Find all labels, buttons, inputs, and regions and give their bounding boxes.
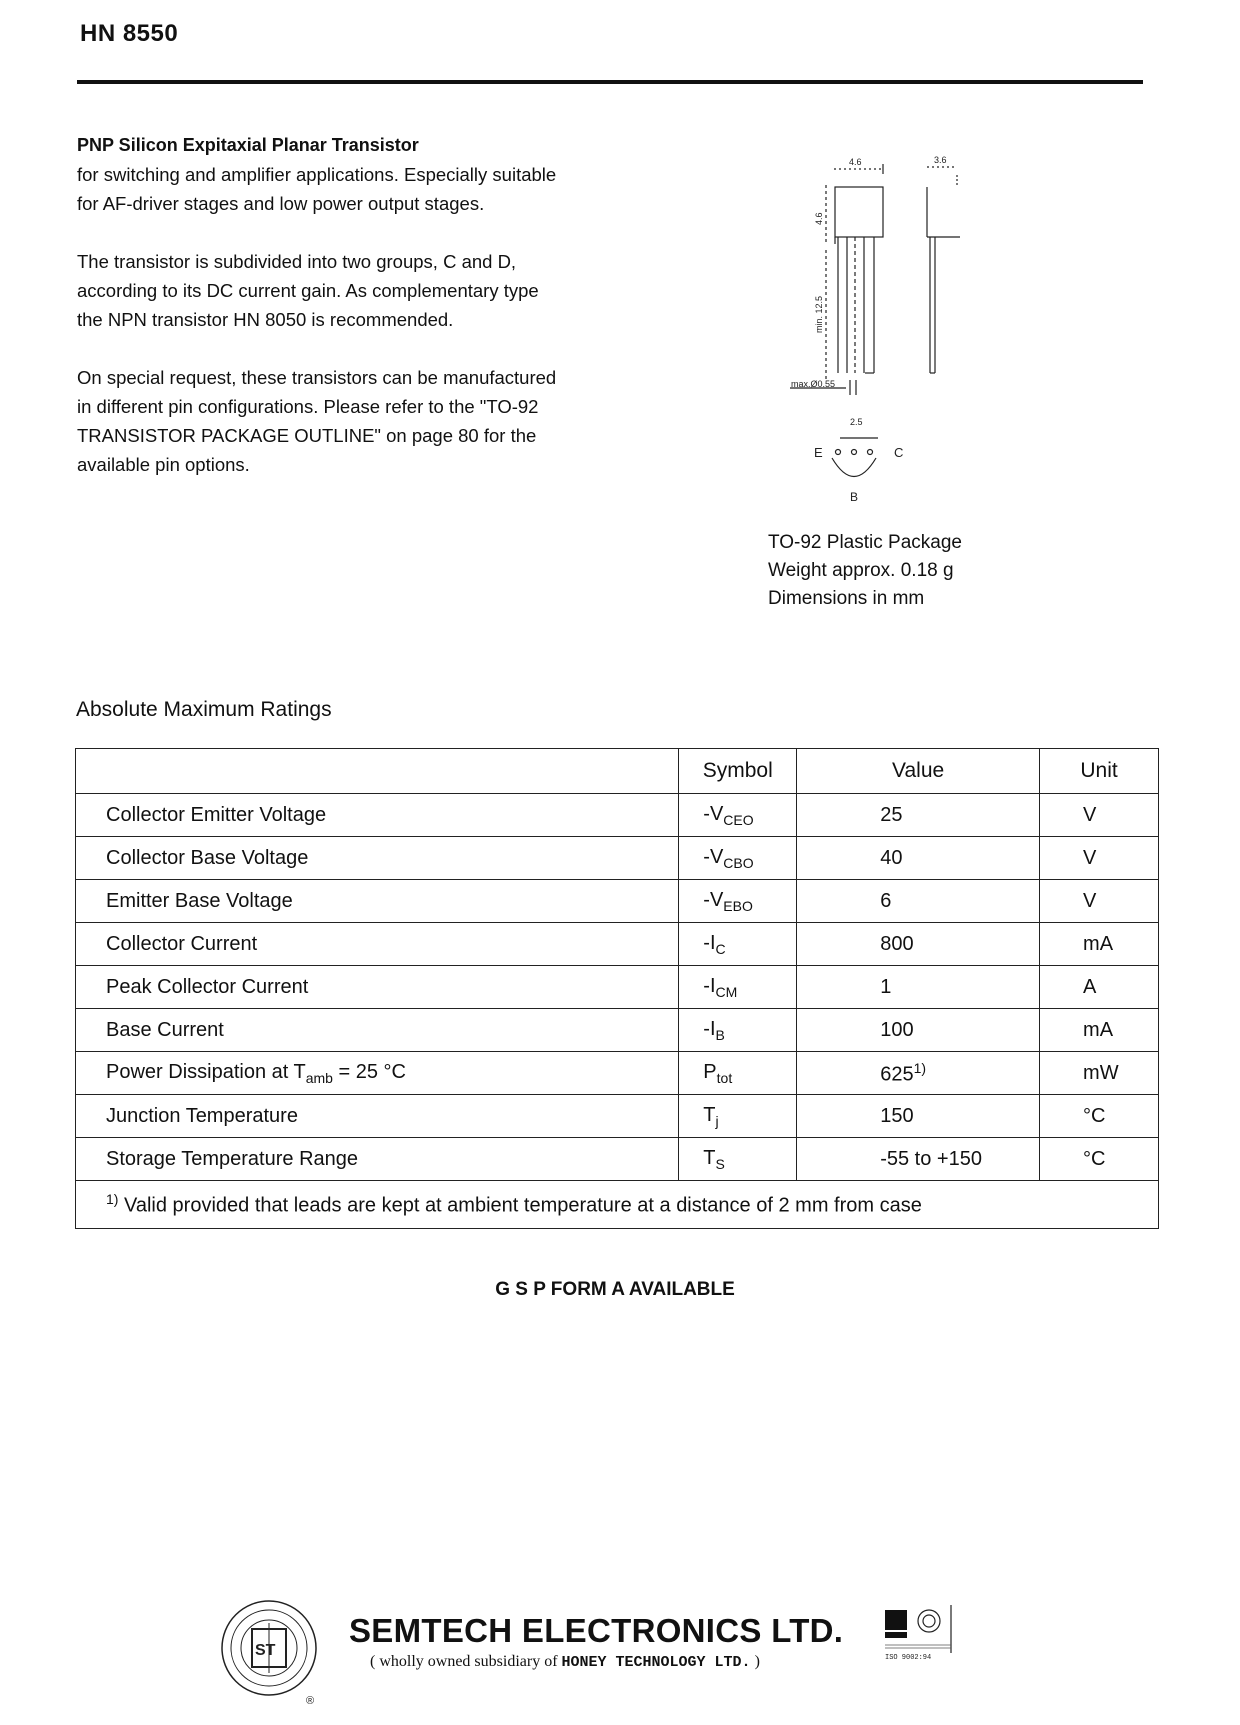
cell-symbol: $-V_{CEO}$ — [679, 794, 797, 837]
header-parameter — [76, 749, 679, 794]
description-line: the NPN transistor HN 8050 is recommended. — [77, 309, 454, 330]
table-row — [76, 1095, 1159, 1138]
cell-parameter: Collector Current — [76, 923, 679, 966]
pin-label-e: E — [814, 445, 823, 460]
dim-width-top: 4.6 — [849, 157, 862, 167]
cell-unit: V — [1040, 837, 1159, 880]
table-row — [76, 1052, 1159, 1095]
footnote: $^{1)}$ Valid provided that leads are kept at ambient temperature at a distance of 2 mm from case — [76, 1181, 1159, 1229]
description — [77, 130, 617, 508]
description-line: available pin options. — [77, 454, 250, 475]
cell-symbol: $P_{tot}$ — [679, 1052, 797, 1095]
cell-symbol: $-I_C$ — [679, 923, 797, 966]
subsidiary-line: ( wholly owned subsidiary of HONEY TECHNOLOGY LTD. ) — [370, 1653, 760, 1671]
description-lead: PNP Silicon Expitaxial Planar Transistor — [77, 135, 419, 155]
cell-value: 150 — [797, 1095, 1040, 1138]
table-row — [76, 880, 1159, 923]
iso-mark: ISO 9002:94 — [885, 1654, 932, 1662]
dim-lead-diameter: max.Ø0.55 — [791, 379, 836, 389]
description-line: The transistor is subdivided into two groups, C and D, — [77, 251, 517, 272]
description-line: for switching and amplifier applications. Especially suitable — [77, 164, 557, 185]
cell-parameter: Collector Base Voltage — [76, 837, 679, 880]
cell-value: 800 — [797, 923, 1040, 966]
cell-symbol: $-V_{EBO}$ — [679, 880, 797, 923]
company-name: SEMTECH ELECTRONICS LTD. — [349, 1612, 844, 1649]
cell-value: -55 to +150 — [797, 1138, 1040, 1181]
cell-parameter: Peak Collector Current — [76, 966, 679, 1009]
table-row — [76, 923, 1159, 966]
description-line: according to its DC current gain. As complementary type — [77, 280, 539, 301]
description-line: TRANSISTOR PACKAGE OUTLINE" on page 80 for the — [77, 425, 537, 446]
cell-symbol: $T_S$ — [679, 1138, 797, 1181]
header-unit: Unit — [1040, 749, 1159, 794]
ratings-table — [75, 748, 1159, 1229]
cell-value: 625$^{1)}$ — [797, 1052, 1040, 1095]
cell-value: 1 — [797, 966, 1040, 1009]
cell-value: 6 — [797, 880, 1040, 923]
package-outline-drawing — [770, 155, 980, 515]
header-value: Value — [797, 749, 1040, 794]
description-groups — [77, 247, 617, 334]
certification-logos — [883, 1605, 963, 1675]
dim-height: 4.6 — [814, 212, 824, 225]
pin-label-c: C — [894, 445, 904, 460]
dim-lead-length: min. 12.5 — [814, 295, 824, 333]
cell-parameter: Collector Emitter Voltage — [76, 794, 679, 837]
description-line: in different pin configurations. Please refer to the "TO-92 — [77, 396, 539, 417]
table-row — [76, 966, 1159, 1009]
dim-thickness: 3.6 — [934, 155, 947, 165]
cell-unit: A — [1040, 966, 1159, 1009]
cell-unit: V — [1040, 794, 1159, 837]
table-row — [76, 1009, 1159, 1052]
cell-value: 25 — [797, 794, 1040, 837]
cell-unit: V — [1040, 880, 1159, 923]
cell-unit: °C — [1040, 1138, 1159, 1181]
cell-symbol: $-I_{CM}$ — [679, 966, 797, 1009]
package-caption-line: TO-92 Plastic Package — [768, 532, 962, 553]
header-rule — [77, 80, 1143, 84]
cell-symbol: $-I_B$ — [679, 1009, 797, 1052]
description-request — [77, 363, 617, 479]
package-caption — [768, 529, 962, 613]
cell-value: 40 — [797, 837, 1040, 880]
header-symbol: Symbol — [679, 749, 797, 794]
footnote-row — [76, 1181, 1159, 1229]
package-caption-line: Weight approx. 0.18 g — [768, 560, 954, 581]
cell-unit: mA — [1040, 1009, 1159, 1052]
table-row — [76, 794, 1159, 837]
gsp-notice: G S P FORM A AVAILABLE — [495, 1279, 735, 1300]
table-row — [76, 837, 1159, 880]
cell-parameter: Storage Temperature Range — [76, 1138, 679, 1181]
cell-parameter: Power Dissipation at $T_{amb} = 25$ °C — [76, 1052, 679, 1095]
cell-parameter: Junction Temperature — [76, 1095, 679, 1138]
cell-symbol: $-V_{CBO}$ — [679, 837, 797, 880]
cell-parameter: Base Current — [76, 1009, 679, 1052]
ratings-title: Absolute Maximum Ratings — [76, 698, 332, 721]
dim-pitch: 2.5 — [850, 417, 863, 427]
cell-unit: mA — [1040, 923, 1159, 966]
cell-unit: °C — [1040, 1095, 1159, 1138]
description-line: On special request, these transistors can be manufactured — [77, 367, 557, 388]
part-number-title: HN 8550 — [80, 20, 179, 47]
description-intro — [77, 130, 617, 218]
semtech-logo — [214, 1593, 329, 1708]
cell-symbol: $T_j$ — [679, 1095, 797, 1138]
table-header-row — [76, 749, 1159, 794]
pin-label-b: B — [850, 490, 859, 504]
table-row — [76, 1138, 1159, 1181]
logo-mark: ST — [255, 1642, 276, 1659]
description-line: for AF-driver stages and low power output stages. — [77, 193, 485, 214]
cell-value: 100 — [797, 1009, 1040, 1052]
cell-parameter: Emitter Base Voltage — [76, 880, 679, 923]
registered-mark: ® — [306, 1695, 315, 1707]
cell-unit: mW — [1040, 1052, 1159, 1095]
package-caption-line: Dimensions in mm — [768, 588, 925, 609]
